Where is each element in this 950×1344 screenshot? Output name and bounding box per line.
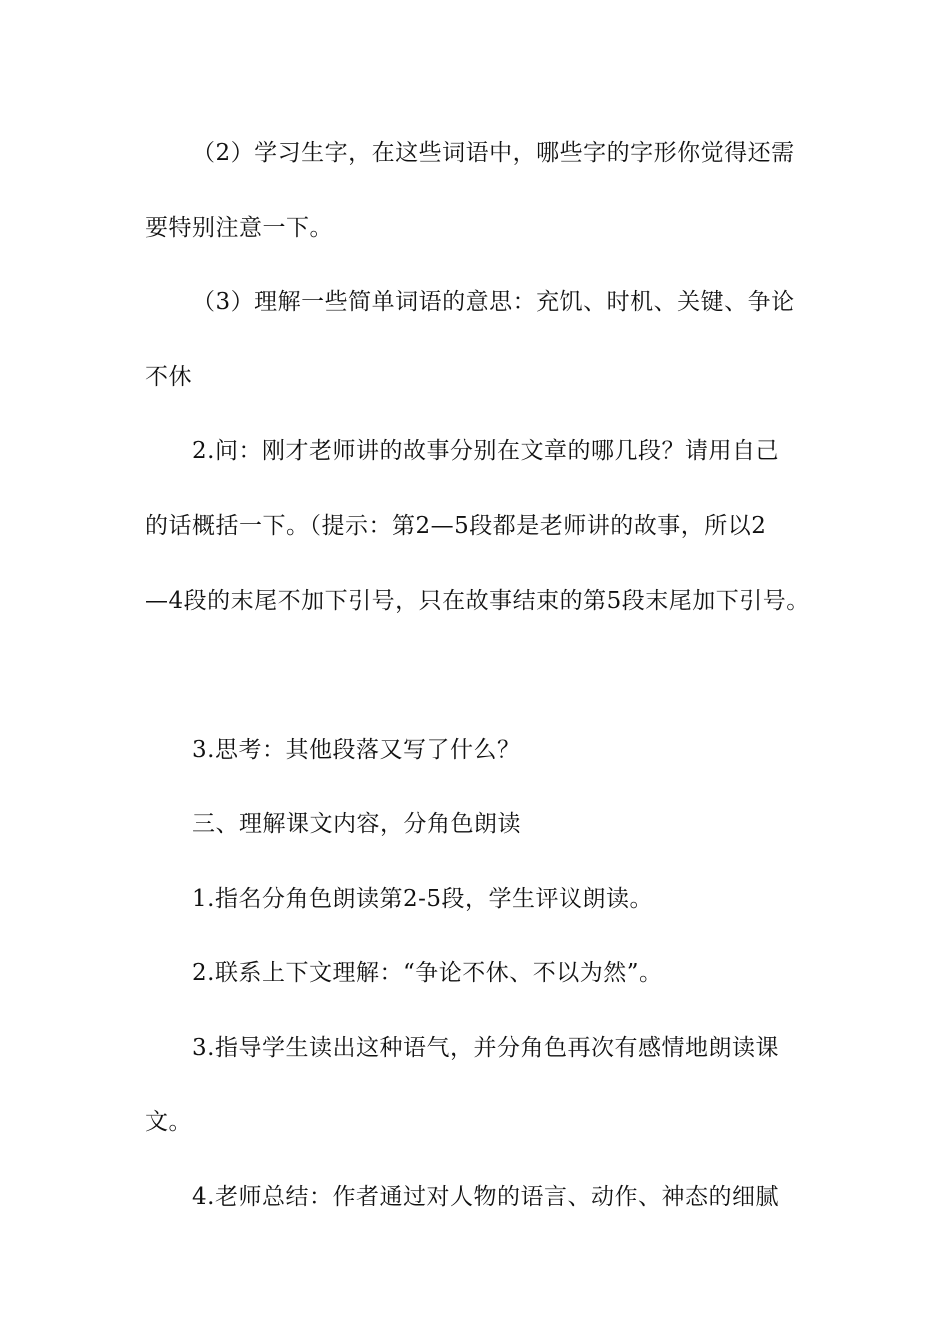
paragraph-line-12: 3.指导学生读出这种语气，并分角色再次有感情地朗读课	[192, 1035, 779, 1061]
paragraph-line-1: （2）学习生字，在这些词语中，哪些字的字形你觉得还需	[192, 140, 795, 166]
paragraph-line-13: 文。	[145, 1109, 192, 1135]
paragraph-line-6: 的话概括一下。（提示：第2—5段都是老师讲的故事，所以2	[145, 513, 767, 539]
paragraph-line-4: 不休	[145, 364, 192, 390]
paragraph-line-11: 2.联系上下文理解：“争论不休、不以为然”。	[192, 960, 663, 986]
paragraph-line-8: 3.思考：其他段落又写了什么？	[192, 737, 521, 763]
paragraph-line-10: 1.指名分角色朗读第2-5段，学生评议朗读。	[192, 886, 653, 912]
paragraph-line-14: 4.老师总结：作者通过对人物的语言、动作、神态的细腻	[192, 1184, 779, 1210]
paragraph-line-3: （3）理解一些简单词语的意思：充饥、时机、关键、争论	[192, 289, 795, 315]
paragraph-line-7: —4段的末尾不加下引号，只在故事结束的第5段末尾加下引号。	[145, 588, 810, 614]
paragraph-line-2: 要特别注意一下。	[145, 215, 333, 241]
section-heading: 三、理解课文内容，分角色朗读	[192, 811, 521, 837]
paragraph-line-5: 2.问：刚才老师讲的故事分别在文章的哪几段？请用自己	[192, 438, 779, 464]
